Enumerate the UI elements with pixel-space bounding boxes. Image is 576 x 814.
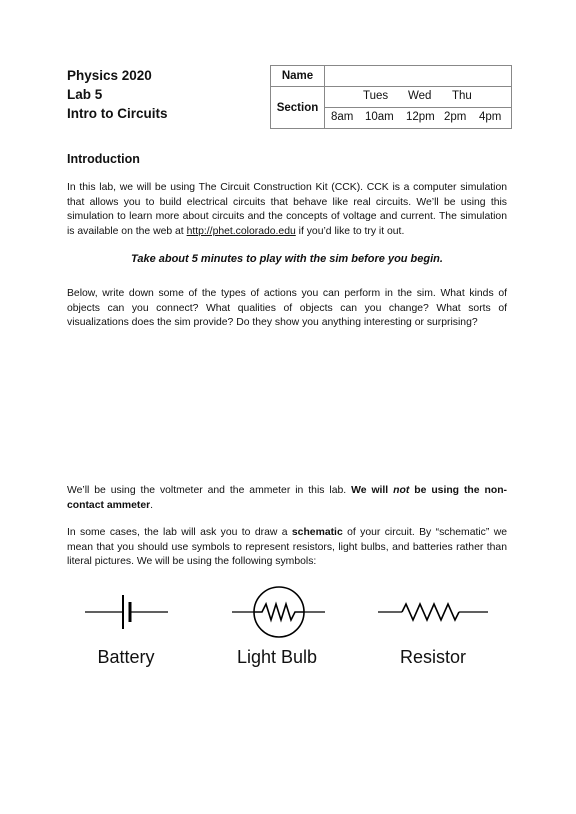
time-2pm[interactable]: 2pm: [444, 111, 467, 123]
day-tues: Tues: [363, 90, 389, 102]
meters-paragraph: [67, 484, 507, 513]
phet-link[interactable]: http://phet.colorado.edu: [186, 225, 296, 237]
schematic-paragraph: [67, 526, 507, 570]
name-label: Name: [271, 66, 325, 87]
light-bulb-symbol-icon: [232, 587, 325, 637]
battery-symbol-icon: [85, 595, 168, 629]
course-title: Physics 2020: [67, 68, 152, 83]
name-section-table: [270, 65, 512, 129]
lab-topic: Intro to Circuits: [67, 106, 168, 121]
day-thu: Thu: [452, 90, 472, 102]
actions-question: Below, write down some of the types of actions you can perform in the sim. What kinds of objects can you connect? What qualities of objects can you change? What sorts of visualizations does the sim provide? Do they show you anything interesting or surprising?: [67, 288, 507, 329]
lab-number: Lab 5: [67, 87, 103, 102]
day-wed: Wed: [408, 90, 432, 102]
intro-paragraph: [67, 181, 507, 239]
battery-label: Battery: [97, 647, 155, 667]
light-bulb-label: Light Bulb: [236, 647, 318, 667]
introduction-heading: Introduction: [67, 152, 140, 166]
resistor-symbol-icon: [378, 604, 488, 620]
schematic-bold: schematic: [291, 527, 343, 538]
play-instruction: Take about 5 minutes to play with the sim before you begin.: [131, 253, 443, 265]
intro-text-b: if you’d like to try it out.: [295, 225, 405, 237]
schematic-text-b: of your circuit. By “schematic” we mean that you should use symbols to represent resistors, light bulbs, and batteries rather than literal pictures. We will be using the following symbols:: [67, 527, 507, 568]
meters-bold-2: be using the non-contact ammeter: [67, 485, 508, 511]
time-8am[interactable]: 8am: [331, 111, 354, 123]
meters-bold-not: not: [393, 485, 410, 496]
time-12pm[interactable]: 12pm: [406, 111, 435, 123]
resistor-label: Resistor: [399, 647, 466, 667]
time-10am[interactable]: 10am: [365, 111, 394, 123]
meters-bold-1: We will: [351, 485, 394, 496]
section-label: Section: [271, 87, 325, 129]
intro-text-a: In this lab, we will be using The Circuit Construction Kit (CCK). CCK is a computer simulation that allows you to build electrical circuits that behave like real circuits. We’ll be using this simulation to learn more about circuits and the concepts of voltage and current. The simulation is available on the web at: [67, 182, 507, 237]
schematic-text-a: In some cases, the lab will ask you to draw a: [67, 527, 292, 538]
meters-period: .: [150, 499, 154, 511]
section-times: [325, 107, 511, 128]
section-days: [325, 87, 511, 107]
time-4pm[interactable]: 4pm: [479, 111, 502, 123]
meters-text: We’ll be using the voltmeter and the ammeter in this lab.: [67, 485, 352, 496]
title-block: [67, 66, 168, 123]
section-options: [325, 87, 512, 129]
name-field[interactable]: [325, 66, 512, 87]
